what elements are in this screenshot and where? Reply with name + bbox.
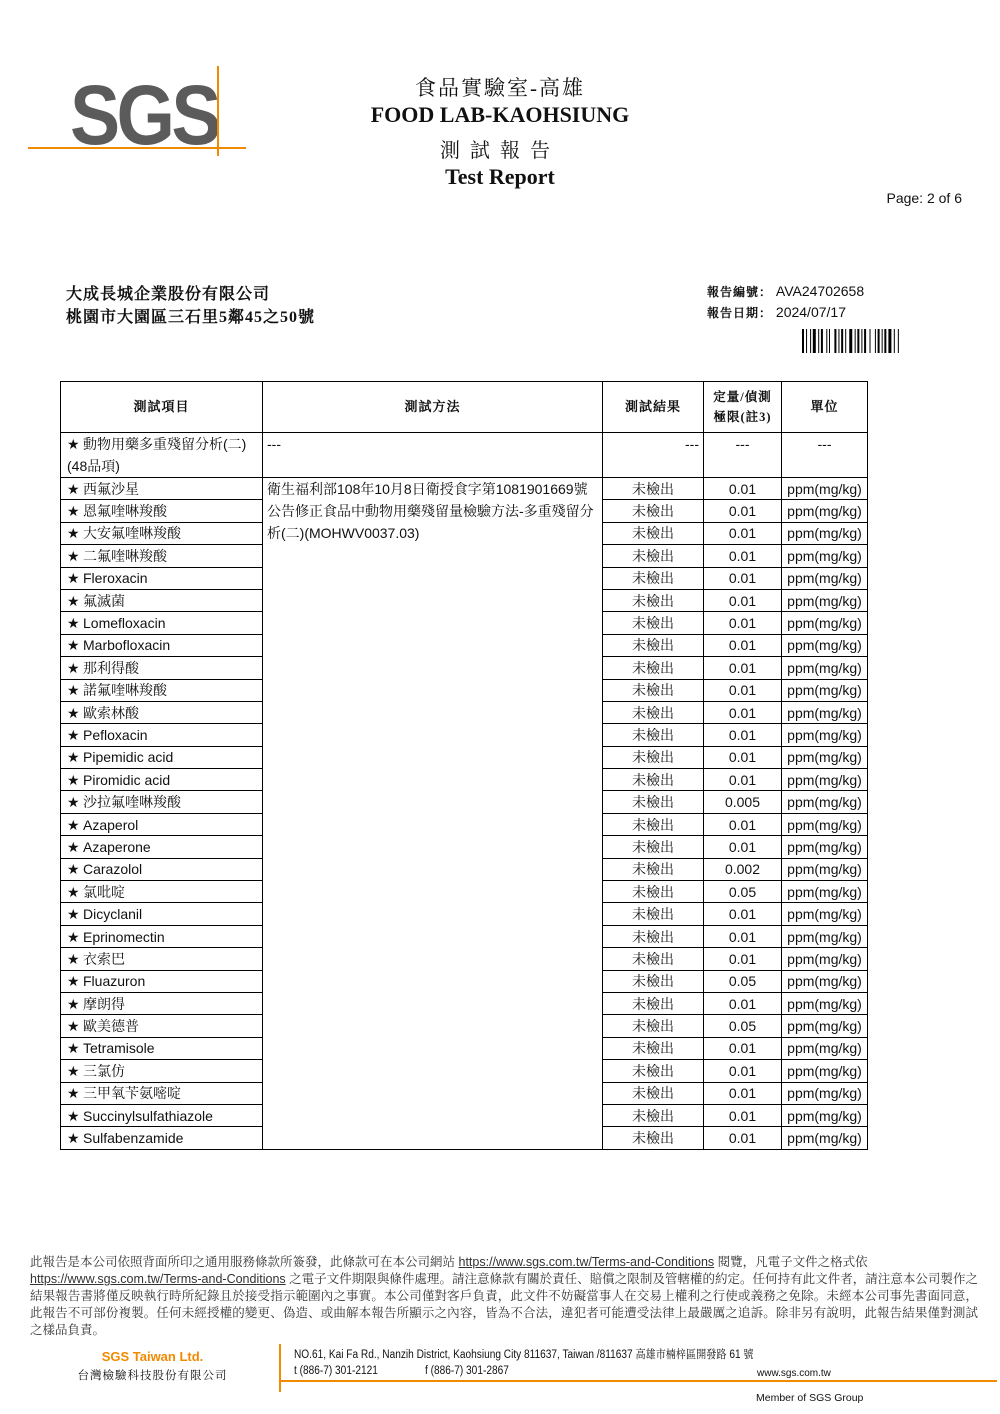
test-result: 未檢出 <box>603 1104 704 1126</box>
test-result: 未檢出 <box>603 522 704 544</box>
report-date <box>707 304 846 321</box>
test-result: 未檢出 <box>603 903 704 925</box>
svg-text:SGS: SGS <box>70 68 219 156</box>
test-loq: 0.01 <box>704 948 782 970</box>
test-item <box>61 970 263 992</box>
barcode-bar <box>857 329 859 353</box>
test-loq: 0.01 <box>704 522 782 544</box>
client-name: 大成長城企業股份有限公司 <box>66 286 271 303</box>
test-unit: ppm(mg/kg) <box>782 657 868 679</box>
test-result: 未檢出 <box>603 478 704 500</box>
test-item-label: 二氟喹啉羧酸 <box>83 547 167 564</box>
test-loq: 0.01 <box>704 992 782 1014</box>
test-unit: ppm(mg/kg) <box>782 567 868 589</box>
footer-divider-vertical <box>279 1344 281 1392</box>
test-item-label: Fleroxacin <box>83 570 148 587</box>
barcode-bar <box>864 329 866 353</box>
test-result: 未檢出 <box>603 634 704 656</box>
test-item <box>61 858 263 880</box>
test-result: 未檢出 <box>603 545 704 567</box>
test-result: 未檢出 <box>603 1082 704 1104</box>
results-table <box>60 381 868 1150</box>
star-icon: ★ <box>67 1018 80 1035</box>
barcode-bar <box>849 329 852 353</box>
footer-member: Member of SGS Group <box>756 1392 864 1404</box>
star-icon: ★ <box>67 659 80 676</box>
barcode-bar <box>834 329 836 353</box>
test-item <box>61 746 263 768</box>
test-item <box>61 1104 263 1126</box>
test-loq: 0.01 <box>704 925 782 947</box>
test-item <box>61 925 263 947</box>
test-loq: 0.01 <box>704 724 782 746</box>
test-item <box>61 701 263 723</box>
table-row <box>61 478 868 500</box>
test-item-label: 西氟沙星 <box>83 480 139 497</box>
barcode-bar <box>870 329 871 353</box>
star-icon: ★ <box>67 794 80 811</box>
test-item-label: Carazolol <box>83 861 143 878</box>
test-item <box>61 522 263 544</box>
test-item-label: Azaperol <box>83 816 139 833</box>
test-loq: 0.01 <box>704 500 782 522</box>
test-item-label: 那利得酸 <box>83 659 139 676</box>
test-unit: ppm(mg/kg) <box>782 1037 868 1059</box>
barcode-bar <box>884 329 886 353</box>
test-item <box>61 634 263 656</box>
barcode-bar <box>882 329 883 353</box>
footer-address: NO.61, Kai Fa Rd., Nanzih District, Kaohsiung City 811637, Taiwan /811637 高雄市楠梓區開發路 61 號 <box>294 1349 754 1361</box>
header-loq: 定量/偵測極限(註3) <box>704 382 782 433</box>
star-icon: ★ <box>67 1085 80 1102</box>
test-item <box>61 724 263 746</box>
test-item-label: Sulfabenzamide <box>83 1130 184 1147</box>
test-result: 未檢出 <box>603 1015 704 1037</box>
test-loq: 0.05 <box>704 1015 782 1037</box>
test-item-label: 氯吡啶 <box>83 883 125 900</box>
test-item-label: Marbofloxacin <box>83 637 171 654</box>
test-loq: 0.01 <box>704 612 782 634</box>
star-icon: ★ <box>67 436 80 452</box>
test-item <box>61 836 263 858</box>
test-unit: ppm(mg/kg) <box>782 701 868 723</box>
footer-website[interactable]: www.sgs.com.tw <box>757 1368 831 1379</box>
test-item <box>61 589 263 611</box>
test-unit: ppm(mg/kg) <box>782 992 868 1014</box>
barcode-bar <box>845 329 846 353</box>
star-icon: ★ <box>67 525 80 542</box>
test-item-label: 衣索巴 <box>83 950 125 967</box>
test-unit: ppm(mg/kg) <box>782 746 868 768</box>
test-result: 未檢出 <box>603 746 704 768</box>
test-item-label: 沙拉氟喹啉羧酸 <box>83 794 181 811</box>
test-item <box>61 500 263 522</box>
test-unit: ppm(mg/kg) <box>782 1104 868 1126</box>
star-icon: ★ <box>67 1062 80 1079</box>
test-unit: ppm(mg/kg) <box>782 612 868 634</box>
test-result: 未檢出 <box>603 701 704 723</box>
test-result: 未檢出 <box>603 1127 704 1149</box>
star-icon: ★ <box>67 592 80 609</box>
test-unit: ppm(mg/kg) <box>782 970 868 992</box>
test-item <box>61 679 263 701</box>
test-result: 未檢出 <box>603 836 704 858</box>
test-item-label: 大安氟喹啉羧酸 <box>83 525 181 542</box>
test-item-label: Piromidic acid <box>83 771 171 788</box>
test-item <box>61 1082 263 1104</box>
test-loq: 0.005 <box>704 791 782 813</box>
test-result: 未檢出 <box>603 813 704 835</box>
report-title-zh: 測試報告 <box>440 140 560 162</box>
test-unit: ppm(mg/kg) <box>782 1015 868 1037</box>
test-item <box>61 813 263 835</box>
test-result: 未檢出 <box>603 992 704 1014</box>
test-item-label: 歐索林酸 <box>83 704 139 721</box>
group-row <box>61 433 868 478</box>
star-icon: ★ <box>67 928 80 945</box>
client-address: 桃園市大園區三石里5鄰45之50號 <box>66 309 316 326</box>
report-title-en: Test Report <box>445 164 555 189</box>
test-loq: 0.01 <box>704 478 782 500</box>
star-icon: ★ <box>67 771 80 788</box>
test-unit: ppm(mg/kg) <box>782 1127 868 1149</box>
test-item <box>61 903 263 925</box>
test-result: 未檢出 <box>603 948 704 970</box>
disclaimer-part-2: 閱覽，凡電子文件之格式依 <box>717 1255 868 1269</box>
test-item <box>61 1015 263 1037</box>
footer-company <box>30 1349 275 1383</box>
test-result: 未檢出 <box>603 858 704 880</box>
barcode-bar <box>813 329 816 353</box>
test-item-label: Azaperone <box>83 838 151 855</box>
test-result: 未檢出 <box>603 589 704 611</box>
test-item-label: 摩朗得 <box>83 995 125 1012</box>
test-loq: 0.01 <box>704 701 782 723</box>
test-unit: ppm(mg/kg) <box>782 858 868 880</box>
barcode-bar <box>875 329 876 353</box>
barcode-bar <box>841 329 843 353</box>
test-loq: 0.01 <box>704 836 782 858</box>
test-result: 未檢出 <box>603 769 704 791</box>
test-item-label: Tetramisole <box>83 1040 155 1057</box>
test-item-label: 恩氟喹啉羧酸 <box>83 503 167 520</box>
star-icon: ★ <box>67 726 80 743</box>
group-result: --- <box>603 433 704 478</box>
test-unit: ppm(mg/kg) <box>782 724 868 746</box>
test-unit: ppm(mg/kg) <box>782 545 868 567</box>
test-result: 未檢出 <box>603 724 704 746</box>
star-icon: ★ <box>67 615 80 632</box>
disclaimer-part-3: 之電子文件期限與條件處理。請注意條款有關於責任、賠償之限制及管轄權的約定。任何持有此文件者，請注意本公司製作之結果報告書將僅反映執行時所紀錄且於接受指示範圍內之事實。本公司僅對客戶負責，此文件不妨礙當事人在交易上權利之行使或義務之免除。未經本公司事先書面同意，此報告不可部份複製。任何未經授權的變更、偽造、或曲解本報告所顯示之內容，皆為不合法，違犯者可能遭受法律上最嚴厲之追訴。除非另有說明，此報告結果僅對測試之樣品負責。 <box>30 1272 978 1337</box>
test-item <box>61 545 263 567</box>
test-loq: 0.05 <box>704 970 782 992</box>
star-icon: ★ <box>67 838 80 855</box>
test-item <box>61 1060 263 1082</box>
group-unit: --- <box>782 433 868 478</box>
star-icon: ★ <box>67 1107 80 1124</box>
group-loq: --- <box>704 433 782 478</box>
test-loq: 0.01 <box>704 1104 782 1126</box>
header-unit: 單位 <box>782 382 868 433</box>
page-number: Page: 2 of 6 <box>886 190 962 206</box>
test-result: 未檢出 <box>603 1037 704 1059</box>
test-result: 未檢出 <box>603 612 704 634</box>
barcode-bar <box>826 329 827 353</box>
test-loq: 0.01 <box>704 813 782 835</box>
barcode-bar <box>838 329 839 353</box>
barcode <box>802 329 936 353</box>
test-loq: 0.01 <box>704 746 782 768</box>
test-result: 未檢出 <box>603 791 704 813</box>
barcode-bar <box>806 329 807 353</box>
star-icon: ★ <box>67 816 80 833</box>
terms-link-1[interactable]: https://www.sgs.com.tw/Terms-and-Conditions <box>458 1255 715 1269</box>
barcode-bar <box>894 329 895 353</box>
test-result: 未檢出 <box>603 679 704 701</box>
test-item <box>61 657 263 679</box>
test-unit: ppm(mg/kg) <box>782 903 868 925</box>
test-item <box>61 1127 263 1149</box>
barcode-bar <box>888 329 891 353</box>
test-result: 未檢出 <box>603 657 704 679</box>
test-result: 未檢出 <box>603 925 704 947</box>
test-method: 衛生福利部108年10月8日衛授食字第1081901669號公告修正食品中動物用藥殘留量檢驗方法-多重殘留分析(二)(MOHWV0037.03) <box>263 478 603 1150</box>
test-loq: 0.002 <box>704 858 782 880</box>
test-unit: ppm(mg/kg) <box>782 500 868 522</box>
barcode-bar <box>829 329 830 353</box>
test-unit: ppm(mg/kg) <box>782 679 868 701</box>
star-icon: ★ <box>67 906 80 923</box>
footer-phone: t (886-7) 301-2121 <box>294 1365 378 1377</box>
test-item-label: 氟滅菌 <box>83 592 125 609</box>
star-icon: ★ <box>67 883 80 900</box>
test-item-label: Succinylsulfathiazole <box>83 1107 213 1124</box>
test-result: 未檢出 <box>603 970 704 992</box>
test-unit: ppm(mg/kg) <box>782 634 868 656</box>
test-loq: 0.01 <box>704 769 782 791</box>
test-unit: ppm(mg/kg) <box>782 589 868 611</box>
test-item <box>61 612 263 634</box>
star-icon: ★ <box>67 480 80 497</box>
lab-name-en: FOOD LAB-KAOHSIUNG <box>370 102 630 127</box>
header-test-item: 測試項目 <box>61 382 263 433</box>
test-loq: 0.01 <box>704 657 782 679</box>
barcode-bar <box>855 329 856 353</box>
test-item-label: 歐美德普 <box>83 1018 139 1035</box>
barcode-bar <box>802 329 804 353</box>
disclaimer-part-1: 此報告是本公司依照背面所印之通用服務條款所簽發，此條款可在本公司網站 <box>30 1255 456 1269</box>
test-item-label: Fluazuron <box>83 973 146 990</box>
test-loq: 0.01 <box>704 1127 782 1149</box>
star-icon: ★ <box>67 1040 80 1057</box>
disclaimer-text <box>30 1254 978 1339</box>
star-icon: ★ <box>67 570 80 587</box>
star-icon: ★ <box>67 547 80 564</box>
barcode-bar <box>810 329 811 353</box>
test-loq: 0.01 <box>704 1082 782 1104</box>
test-result: 未檢出 <box>603 567 704 589</box>
header-test-method: 測試方法 <box>263 382 603 433</box>
test-loq: 0.01 <box>704 634 782 656</box>
test-unit: ppm(mg/kg) <box>782 813 868 835</box>
test-result: 未檢出 <box>603 500 704 522</box>
report-date-label: 報告日期： <box>707 306 773 320</box>
star-icon: ★ <box>67 503 80 520</box>
test-item <box>61 948 263 970</box>
test-result: 未檢出 <box>603 1060 704 1082</box>
star-icon: ★ <box>67 749 80 766</box>
test-unit: ppm(mg/kg) <box>782 522 868 544</box>
test-item <box>61 992 263 1014</box>
star-icon: ★ <box>67 704 80 721</box>
header-result: 測試結果 <box>603 382 704 433</box>
test-unit: ppm(mg/kg) <box>782 836 868 858</box>
report-number <box>707 283 864 300</box>
test-loq: 0.01 <box>704 903 782 925</box>
barcode-bar <box>821 329 823 353</box>
barcode-bar <box>878 329 880 353</box>
report-number-label: 報告編號： <box>707 285 773 299</box>
test-unit: ppm(mg/kg) <box>782 948 868 970</box>
barcode-bar <box>861 329 862 353</box>
group-item <box>61 433 263 478</box>
test-item-label: Pefloxacin <box>83 726 148 743</box>
test-unit: ppm(mg/kg) <box>782 1082 868 1104</box>
star-icon: ★ <box>67 950 80 967</box>
group-item-label: 動物用藥多重殘留分析(二)(48品項) <box>67 436 247 474</box>
test-loq: 0.01 <box>704 567 782 589</box>
test-item <box>61 791 263 813</box>
test-item <box>61 769 263 791</box>
test-item-label: Lomefloxacin <box>83 615 166 632</box>
test-item-label: 三氯仿 <box>83 1062 125 1079</box>
star-icon: ★ <box>67 861 80 878</box>
test-unit: ppm(mg/kg) <box>782 791 868 813</box>
lab-name-zh: 食品實驗室-高雄 <box>415 76 585 100</box>
test-loq: 0.01 <box>704 679 782 701</box>
test-item-label: 諾氟喹啉羧酸 <box>83 682 167 699</box>
test-item <box>61 478 263 500</box>
test-loq: 0.01 <box>704 589 782 611</box>
test-result: 未檢出 <box>603 881 704 903</box>
test-item-label: 三甲氧苄氨嘧啶 <box>83 1085 181 1102</box>
star-icon: ★ <box>67 637 80 654</box>
footer-divider-horizontal <box>279 1380 997 1382</box>
terms-link-2[interactable]: https://www.sgs.com.tw/Terms-and-Conditions <box>30 1272 286 1286</box>
test-item-label: Eprinomectin <box>83 928 165 945</box>
test-item-label: Pipemidic acid <box>83 749 174 766</box>
test-item <box>61 881 263 903</box>
test-unit: ppm(mg/kg) <box>782 478 868 500</box>
report-date-value: 2024/07/17 <box>775 304 846 320</box>
test-item-label: Dicyclanil <box>83 906 143 923</box>
star-icon: ★ <box>67 682 80 699</box>
group-method: --- <box>263 433 603 478</box>
table-header-row <box>61 382 868 433</box>
test-item <box>61 567 263 589</box>
star-icon: ★ <box>67 995 80 1012</box>
star-icon: ★ <box>67 973 80 990</box>
footer-fax: f (886-7) 301-2867 <box>425 1365 509 1377</box>
test-loq: 0.01 <box>704 545 782 567</box>
barcode-bar <box>818 329 819 353</box>
test-loq: 0.01 <box>704 1060 782 1082</box>
test-item <box>61 1037 263 1059</box>
test-loq: 0.05 <box>704 881 782 903</box>
test-unit: ppm(mg/kg) <box>782 1060 868 1082</box>
test-unit: ppm(mg/kg) <box>782 881 868 903</box>
barcode-bar <box>898 329 899 353</box>
company-name-zh: 台灣檢驗科技股份有限公司 <box>77 1370 228 1382</box>
test-unit: ppm(mg/kg) <box>782 925 868 947</box>
report-number-value: AVA24702658 <box>775 283 865 299</box>
company-name-en: SGS Taiwan Ltd. <box>101 1349 204 1364</box>
star-icon: ★ <box>67 1130 80 1147</box>
test-unit: ppm(mg/kg) <box>782 769 868 791</box>
test-loq: 0.01 <box>704 1037 782 1059</box>
